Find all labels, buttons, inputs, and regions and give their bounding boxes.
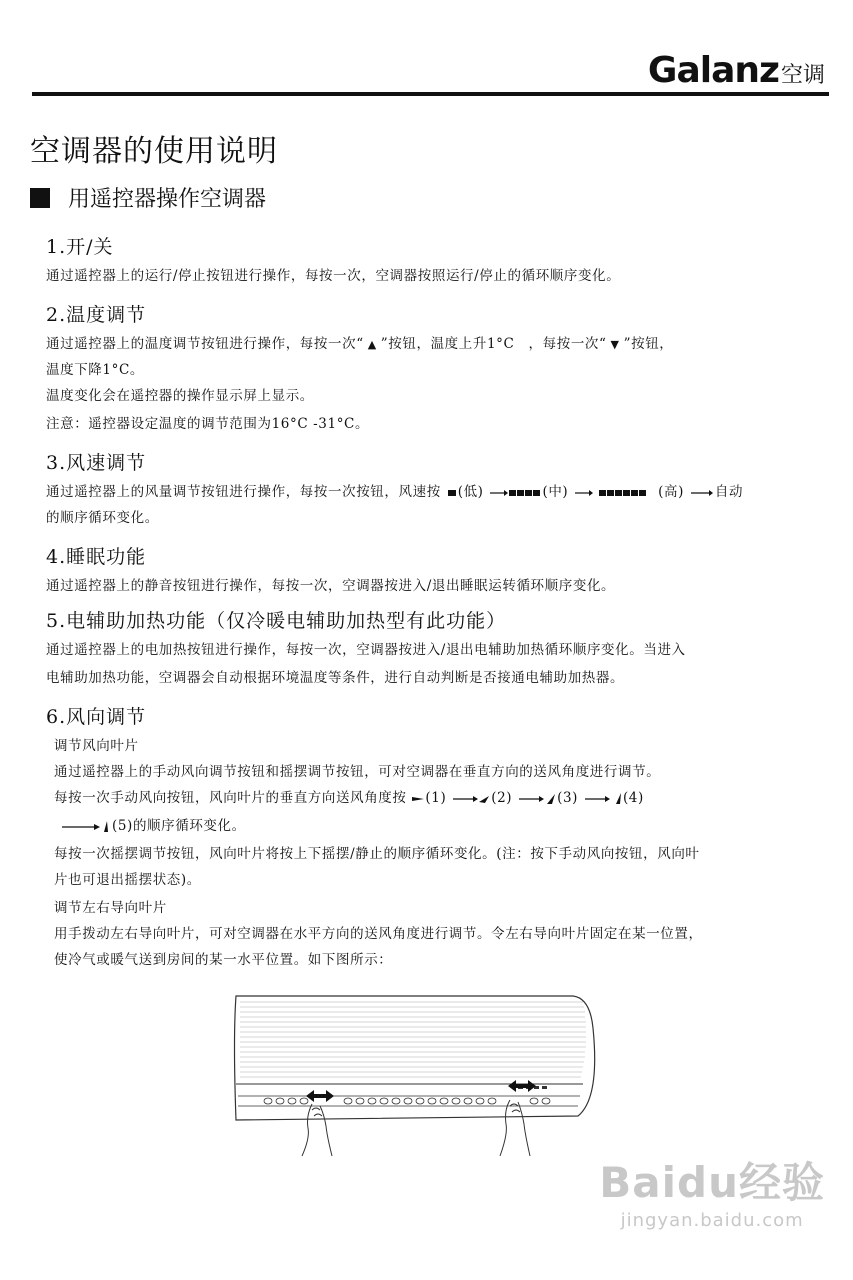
arrow-right-icon: [689, 488, 715, 498]
item-2-line-1-a: 通过遥控器上的温度调节按钮进行操作，每按一次“: [46, 336, 364, 352]
item-2-heading: 2.温度调节: [46, 304, 147, 326]
item-6-sub-2: 调节左右导向叶片: [54, 900, 167, 916]
vane-pos-2: (2): [491, 790, 513, 806]
item-2-line-4: 注意：遥控器设定温度的调节范围为16°C -31°C。: [46, 416, 370, 432]
vane-pos-4: (4): [622, 790, 644, 806]
item-2-line-1-b: ”按钮，温度上升1°C ，每按一次“: [380, 336, 607, 352]
item-6-line-7: 使冷气或暖气送到房间的某一水平位置。如下图所示：: [54, 952, 393, 968]
brand-subtitle: 空调: [780, 63, 825, 88]
square-bullet-icon: [30, 188, 50, 208]
item-1-text: 通过遥控器上的运行/停止按钮进行操作，每按一次，空调器按照运行/停止的循环顺序变化。: [46, 268, 621, 284]
watermark-main: Baidu经验: [599, 1158, 825, 1207]
vane-position-5-icon: [54, 821, 112, 833]
vane-position-3-icon: [517, 793, 557, 805]
item-6-line-3: [54, 812, 814, 840]
down-triangle-icon: ▼: [610, 338, 620, 351]
item-6-heading: 6.风向调节: [46, 706, 147, 728]
up-triangle-icon: ▲: [367, 338, 377, 351]
vane-position-4-icon: [583, 793, 623, 805]
vane-position-2-icon: [451, 793, 491, 805]
fan-low-icon: [446, 488, 458, 498]
section-title: 用遥控器操作空调器: [68, 187, 267, 212]
item-2-line-1: [46, 330, 806, 359]
item-6-line-6: 用手拨动左右导向叶片，可对空调器在水平方向的送风角度进行调节。令左右导向叶片固定在某一位置，: [54, 926, 703, 942]
header-rule: [32, 92, 829, 96]
vane-pos-5: (5): [112, 818, 133, 834]
item-4-text: 通过遥控器上的静音按钮进行操作，每按一次，空调器按进入/退出睡眠运转循环顺序变化。: [46, 578, 616, 594]
item-6-line-3-b: 的顺序循环变化。: [132, 818, 246, 834]
item-6-line-1: 通过遥控器上的手动风向调节按钮和摇摆调节按钮，可对空调器在垂直方向的送风角度进行调节。: [54, 764, 661, 780]
air-conditioner-illustration: [228, 988, 598, 1158]
item-2-line-3: 温度变化会在遥控器的操作显示屏上显示。: [46, 388, 314, 404]
watermark-sub: jingyan.baidu.com: [620, 1210, 804, 1231]
section-heading: [30, 182, 266, 213]
item-5-line-1: 通过遥控器上的电加热按钮进行操作，每按一次，空调器按进入/退出电辅助加热循环顺序变化。当进入: [46, 642, 686, 658]
item-3-line-1: [46, 478, 806, 506]
fan-mid-label: (中): [542, 484, 569, 500]
fan-high-label: (高): [658, 484, 684, 500]
item-6-line-4: 每按一次摇摆调节按钮，风向叶片将按上下摇摆/静止的顺序循环变化。(注：按下手动风向按钮，风向叶: [54, 846, 700, 862]
vane-pos-1: (1): [425, 790, 447, 806]
item-2-line-1-c: ”按钮，: [623, 336, 674, 352]
item-6-line-2: [54, 784, 814, 812]
item-3-line-1-a: 通过遥控器上的风量调节按钮进行操作，每按一次按钮，风速按: [46, 484, 441, 500]
fan-mid-icon: [488, 488, 542, 498]
item-5-line-2: 电辅助加热功能，空调器会自动根据环境温度等条件，进行自动判断是否接通电辅助加热器。: [46, 670, 625, 686]
item-1-heading: 1.开/关: [46, 236, 114, 258]
fan-low-label: (低): [457, 484, 484, 500]
item-6-line-5: 片也可退出摇摆状态)。: [54, 872, 201, 888]
item-6-line-2-a: 每按一次手动风向按钮，风向叶片的垂直方向送风角度按: [54, 790, 407, 806]
item-5-heading: 5.电辅助加热功能（仅冷暖电辅助加热型有此功能）: [46, 610, 507, 632]
item-4-heading: 4.睡眠功能: [46, 546, 147, 568]
baidu-watermark: [599, 1150, 825, 1231]
item-2-line-2: 温度下降1°C。: [46, 362, 144, 378]
item-3-line-2: 的顺序循环变化。: [46, 510, 159, 526]
vane-position-1-icon: [411, 793, 425, 805]
fan-high-icon: [573, 488, 653, 498]
page-title: 空调器的使用说明: [30, 134, 278, 169]
item-6-sub-1: 调节风向叶片: [54, 738, 139, 754]
vane-pos-3: (3): [557, 790, 579, 806]
galanz-logo: Galanz: [647, 50, 779, 91]
fan-auto-label: 自动: [714, 484, 744, 500]
brand-header: [648, 50, 825, 91]
item-3-heading: 3.风速调节: [46, 452, 147, 474]
